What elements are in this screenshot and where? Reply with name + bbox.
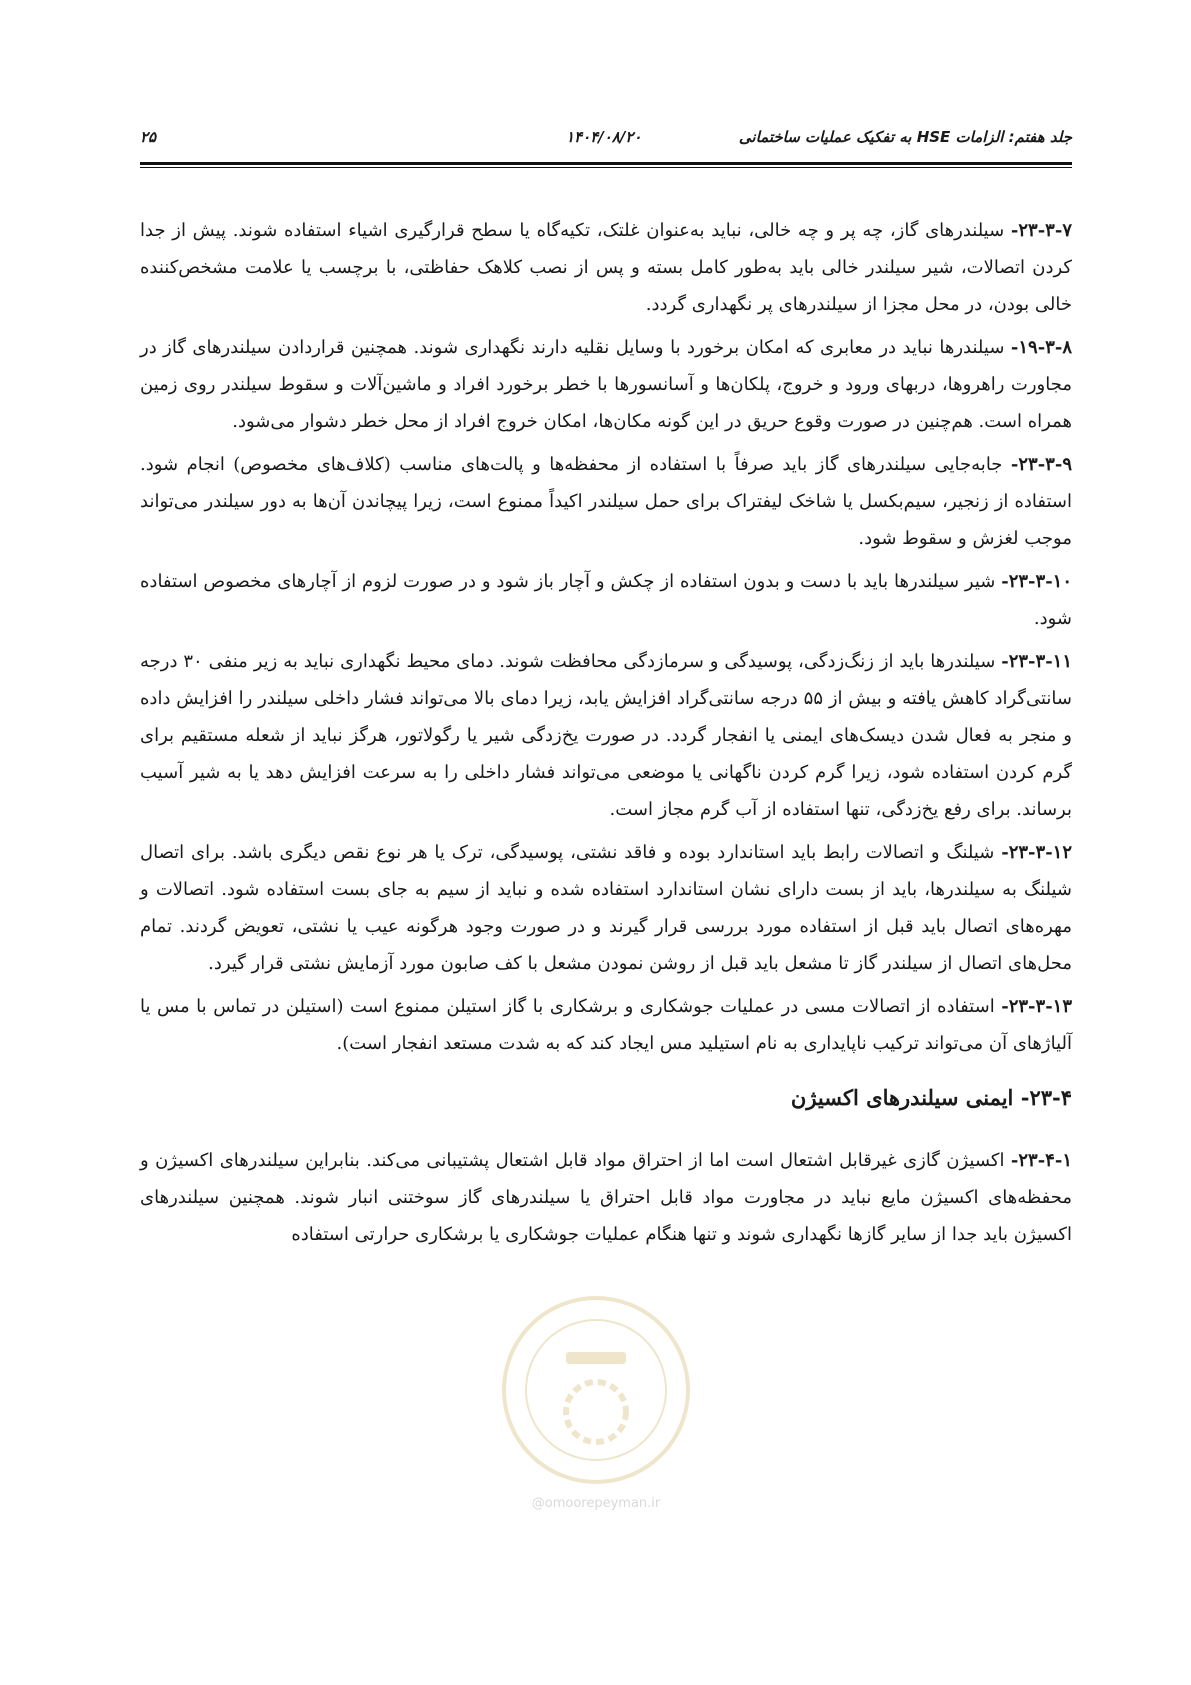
clause-number: ۲۳-۳-۹- [1010, 454, 1072, 475]
clause-number: ۲۳-۳-۱۱- [1001, 651, 1072, 672]
page-number: ۲۵ [140, 128, 157, 146]
paragraph-4-1 [140, 1142, 1072, 1253]
paragraph-9 [140, 446, 1072, 557]
clause-number: ۲۳-۳-۱۲- [1001, 842, 1072, 863]
watermark-url: @omoorepeyman.ir [531, 1496, 661, 1511]
seal-icon [468, 1290, 724, 1490]
document-body [140, 212, 1072, 1259]
paragraph-text: جابه‌جایی سیلندرهای گاز باید صرفاً با استفاده از محفظه‌ها و پالت‌های مناسب (کلاف‌های مخصوص) انجام شود. استفاده از زنجیر، سیم‌بکسل یا شاخک لیفتراک برای حمل سیلندر اکیداً ممنوع است، زیرا پیچاندن آن‌ها به دور سیلندر می‌تواند موجب لغزش و سقوط شود. [140, 454, 1072, 549]
paragraph-11 [140, 643, 1072, 828]
paragraph-text: شیلنگ و اتصالات رابط باید استاندارد بوده و فاقد نشتی، پوسیدگی، ترک یا هر نوع نقص دیگری باشد. برای اتصال شیلنگ به سیلندرها، باید از بست دارای نشان استاندارد استفاده شده و نباید از سیم به جای بست استفاده شود. اتصالات و مهره‌های اتصال باید قبل از استفاده مورد بررسی قرار گیرند و در صورت وجود هرگونه عیب یا نشتی، تعویض گردند. تمام محل‌های اتصال از سیلندر گاز تا مشعل باید قبل از روشن نمودن مشعل با کف صابون مورد آزمایش نشتی قرار گیرد. [140, 842, 1072, 974]
watermark-logo [468, 1290, 724, 1520]
header-title: جلد هفتم: الزامات HSE به تفکیک عملیات ساختمانی [738, 128, 1072, 146]
section-heading: ۲۳-۴- ایمنی سیلندرهای اکسیژن [790, 1085, 1072, 1110]
paragraph-text: سیلندرها باید از زنگ‌زدگی، پوسیدگی و سرمازدگی محافظت شوند. دمای محیط نگهداری نباید به زیر منفی ۳۰ درجه سانتی‌گراد کاهش یافته و بیش از ۵۵ درجه سانتی‌گراد افزایش یابد، زیرا دمای بالا می‌تواند فشار داخلی سیلندر را افزایش داده و منجر به فعال شدن دیسک‌های ایمنی یا انفجار گردد. در صورت یخ‌زدگی شیر یا رگولاتور، هرگز نباید از شعله مستقیم برای گرم کردن استفاده شود، زیرا گرم کردن ناگهانی یا موضعی می‌تواند فشار داخلی را به سرعت افزایش دهد یا به شیر آسیب برساند. برای رفع یخ‌زدگی، تنها استفاده از آب گرم مجاز است. [140, 651, 1072, 820]
paragraph-10 [140, 563, 1072, 637]
clause-number: ۲۳-۴-۱- [1010, 1150, 1072, 1171]
clause-number: ۲۳-۳-۱۳- [1001, 996, 1072, 1017]
clause-number: ۱۹-۳-۸- [1010, 337, 1072, 358]
paragraph-text: سیلندرهای گاز، چه پر و چه خالی، نباید به‌عنوان غلتک، تکیه‌گاه یا سطح قرارگیری اشیاء استفاده شوند. پیش از جدا کردن اتصالات، شیر سیلندر خالی باید به‌طور کامل بسته و پس از نصب کلاهک حفاظتی، با برچسب یا علامت مشخص‌کننده خالی بودن، در محل مجزا از سیلندرهای پر نگهداری گردد. [140, 220, 1072, 315]
header-rule [140, 162, 1072, 165]
paragraph-8 [140, 329, 1072, 440]
paragraph-text: شیر سیلندرها باید با دست و بدون استفاده از چکش و آچار باز شود و در صورت لزوم از آچارهای مخصوص استفاده شود. [140, 571, 1072, 629]
paragraph-7 [140, 212, 1072, 323]
paragraph-text: استفاده از اتصالات مسی در عملیات جوشکاری و برشکاری با گاز استیلن ممنوع است (استیلن در تماس با مس یا آلیاژهای آن می‌تواند ترکیب ناپایداری به نام استیلید مس ایجاد کند که به شدت مستعد انفجار است). [140, 996, 1072, 1054]
paragraph-text: سیلندرها نباید در معابری که امکان برخورد با وسایل نقلیه دارند نگهداری شوند. همچنین قراردادن سیلندرهای گاز در مجاورت راهروها، دربهای ورود و خروج، پلکان‌ها و آسانسورها با خطر برخورد افراد و ماشین‌آلات و سقوط سیلندر روی زمین همراه است. هم‌چنین در صورت وقوع حریق در این گونه مکان‌ها، امکان خروج افراد از محل خطر دشوار می‌شود. [140, 337, 1072, 432]
paragraph-text: اکسیژن گازی غیرقابل اشتعال است اما از احتراق مواد قابل اشتعال پشتیبانی می‌کند. بنابراین سیلندرهای اکسیژن و محفظه‌های اکسیژن مایع نباید در مجاورت مواد قابل احتراق یا سیلندرهای گاز سوختنی انبار شوند. همچنین سیلندرهای اکسیژن باید جدا از سایر گازها نگهداری شوند و تنها هنگام عملیات جوشکاری یا برشکاری حرارتی استفاده [140, 1150, 1072, 1245]
page-header [140, 128, 1072, 152]
clause-number: ۲۳-۳-۷- [1010, 220, 1072, 241]
header-rule-thin [140, 167, 1072, 168]
paragraph-13 [140, 988, 1072, 1062]
header-date: ۱۴۰۴/۰۸/۲۰ [566, 128, 642, 146]
paragraph-12 [140, 834, 1072, 982]
clause-number: ۲۳-۳-۱۰- [1001, 571, 1072, 592]
